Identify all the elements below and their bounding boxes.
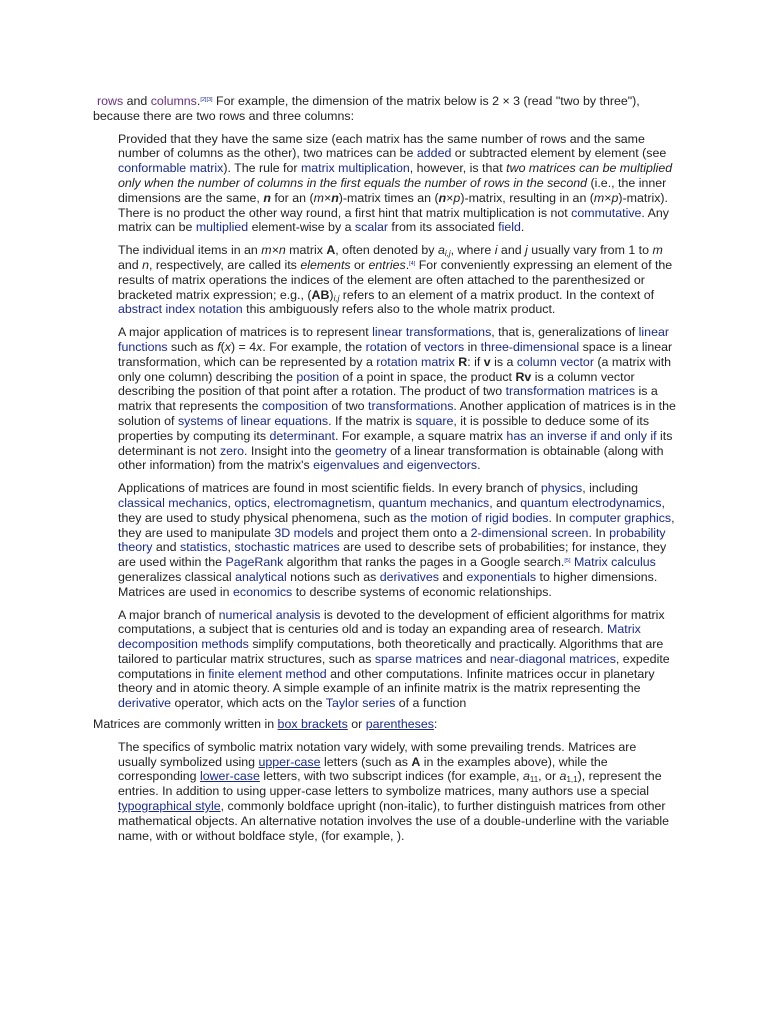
zero-link[interactable]: zero bbox=[219, 443, 245, 458]
electromagnetism-link[interactable]: electromagnetism bbox=[273, 495, 372, 510]
columns-link[interactable]: columns bbox=[150, 94, 197, 108]
finite-element-method-link[interactable]: finite element method bbox=[208, 666, 327, 681]
conformable-matrix-link[interactable]: conformable matrix bbox=[118, 161, 224, 176]
determinant-link[interactable]: determinant bbox=[269, 428, 335, 443]
systems-of-linear-equations-link[interactable]: systems of linear equations bbox=[177, 413, 329, 428]
multiplication-rule-emphasis: two matrices can be multiplied only when the number of columns in the first equals the number of rows in the second bbox=[118, 161, 673, 190]
physics-link[interactable]: physics bbox=[540, 481, 583, 496]
transformations-link[interactable]: transformations bbox=[368, 399, 454, 414]
paragraph-numerical-analysis: A major branch of numerical analysis is devoted to the development of efficient algorithms for matrix computations, a subject that is centuries old and is today an expanding area of research. Matrix decomposition methods simplify computations, both theoretically and practically. Algorithms that are tailored to particular matrix structures, such as sparse matrices and near-diagonal matrices, expedite computations in finite element method and other computations. Infinite matrices occur in planetary theory and in atomic theory. A simple example of an infinite matrix is the matrix representing the derivative operator, which acts on the Taylor series of a function bbox=[118, 607, 670, 711]
motion-rigid-bodies-link[interactable]: the motion of rigid bodies bbox=[410, 510, 549, 525]
numerical-analysis-link[interactable]: numerical analysis bbox=[218, 607, 321, 622]
exponentials-link[interactable]: exponentials bbox=[466, 569, 537, 584]
transformation-matrices-link[interactable]: transformation matrices bbox=[505, 384, 636, 399]
lower-case-link[interactable]: lower-case bbox=[199, 769, 260, 784]
paragraph-matrix-addition-multiplication: Provided that they have the same size (each matrix has the same number of rows and the same number of columns as the other), two matrices can be added or subtracted element by element (see conformable matrix). The rule for matrix multiplication, however, is that two matrices can be multiplied only when the number of columns in the first equals the number of rows in the second (i.e., the inner dimensions are the same, n for an (m×n)-matrix times an (n×p)-matrix, resulting in an (m×p)-matrix). There is no product the other way round, a first hint that matrix multiplication is not commutative. Any matrix can be multiplied element-wise by a scalar from its associated field. bbox=[118, 131, 673, 235]
linear-functions-link[interactable]: linear functions bbox=[118, 325, 669, 354]
upper-case-link[interactable]: upper-case bbox=[258, 754, 321, 769]
sparse-matrices-link[interactable]: sparse matrices bbox=[374, 651, 463, 666]
probability-theory-link[interactable]: probability theory bbox=[118, 525, 666, 555]
multiplied-link[interactable]: multiplied bbox=[195, 220, 249, 235]
box-brackets-link[interactable]: box brackets bbox=[277, 717, 348, 732]
scalar-link[interactable]: scalar bbox=[354, 220, 388, 235]
added-link[interactable]: added bbox=[416, 146, 452, 161]
rotation-matrix-link[interactable]: rotation matrix bbox=[376, 354, 455, 369]
matrix-decomposition-link[interactable]: Matrix decomposition methods bbox=[118, 622, 641, 652]
eigenvalues-eigenvectors-link[interactable]: eigenvalues and eigenvectors bbox=[313, 458, 478, 473]
taylor-series-link[interactable]: Taylor series bbox=[325, 696, 396, 711]
parentheses-link[interactable]: parentheses bbox=[365, 717, 434, 732]
statistics-link[interactable]: statistics bbox=[180, 540, 228, 555]
position-link[interactable]: position bbox=[296, 369, 340, 384]
paragraph-symbolic-notation: The specifics of symbolic matrix notation vary widely, with some prevailing trends. Matrices are usually symbolized using upper-case letters (such as A in the examples above), while the corresponding lower-case letters, with two subscript indices (for example, $a_{11}$, or $a_{1,1}$), represent the entries. In addition to using upper-case letters to symbolize matrices, many authors use a special typographical style, commonly boldface upright (non-italic), to further distinguish matrices from other mathematical objects. An alternative notation involves the use of a double-underline with the variable name, with or without boldface style, (for example, ). bbox=[118, 739, 670, 843]
composition-link[interactable]: composition bbox=[261, 399, 329, 414]
abstract-index-notation-link[interactable]: abstract index notation bbox=[118, 302, 243, 317]
article-body bbox=[93, 94, 678, 843]
column-vector-link[interactable]: column vector bbox=[516, 354, 594, 369]
matrix-calculus-link[interactable]: Matrix calculus bbox=[573, 555, 656, 570]
2d-screen-link[interactable]: 2-dimensional screen bbox=[470, 525, 589, 540]
square-link[interactable]: square bbox=[415, 413, 454, 428]
pagerank-link[interactable]: PageRank bbox=[225, 555, 284, 570]
three-dimensional-link[interactable]: three-dimensional bbox=[480, 339, 580, 354]
vectors-link[interactable]: vectors bbox=[424, 339, 465, 354]
typographical-style-link[interactable]: typographical style bbox=[118, 799, 221, 814]
optics-link[interactable]: optics bbox=[234, 495, 267, 510]
paragraph-linear-transformations: A major application of matrices is to represent linear transformations, that is, generalizations of linear functions such as f(x) = 4x. For example, the rotation of vectors in three-dimensional space is a linear transformation, which can be represented by a rotation matrix R: if v is a column vector (a matrix with only one column) describing the position of a point in space, the product Rv is a column vector describing the position of that point after a rotation. The product of two transformation matrices is a matrix that represents the composition of two transformations. Another application of matrices is in the solution of systems of linear equations. If the matrix is square, it is possible to deduce some of its properties by computing its determinant. For example, a square matrix has an inverse if and only if its determinant is not zero. Insight into the geometry of a linear transformation is obtainable (along with other information) from the matrix's eigenvalues and eigenvectors. bbox=[118, 325, 676, 473]
rows-link[interactable]: rows bbox=[97, 94, 124, 108]
analytical-link[interactable]: analytical bbox=[235, 569, 287, 584]
citation-2-3[interactable]: [2][3] bbox=[200, 97, 213, 103]
economics-link[interactable]: economics bbox=[233, 584, 293, 599]
has-an-inverse-link[interactable]: has an inverse bbox=[506, 428, 588, 443]
citation-4[interactable]: [4] bbox=[409, 260, 416, 267]
computer-graphics-link[interactable]: computer graphics bbox=[569, 510, 672, 525]
rotation-link[interactable]: rotation bbox=[365, 339, 407, 354]
linear-transformations-link[interactable]: linear transformations bbox=[372, 325, 492, 340]
near-diagonal-matrices-link[interactable]: near-diagonal matrices bbox=[489, 651, 616, 666]
citation-5[interactable]: [5] bbox=[564, 558, 571, 565]
paragraph-applications: Applications of matrices are found in most scientific fields. In every branch of physics, including classical mechanics, optics, electromagnetism, quantum mechanics, and quantum electrodynamics, they are used to study physical phenomena, such as the motion of rigid bodies. In computer graphics, they are used to manipulate 3D models and project them onto a 2-dimensional screen. In probability theory and statistics, stochastic matrices are used to describe sets of probabilities; for instance, they are used within the PageRank algorithm that ranks the pages in a Google search.[5] Matrix calculus generalizes classical analytical notions such as derivatives and exponentials to higher dimensions. Matrices are used in economics to describe systems of economic relationships. bbox=[118, 481, 675, 599]
quantum-mechanics-link[interactable]: quantum mechanics bbox=[378, 495, 490, 510]
geometry-link[interactable]: geometry bbox=[334, 443, 387, 458]
quantum-electrodynamics-link[interactable]: quantum electrodynamics bbox=[520, 495, 662, 510]
commutative-link[interactable]: commutative bbox=[571, 205, 642, 220]
derivative-link[interactable]: derivative bbox=[118, 696, 172, 711]
matrix-multiplication-link[interactable]: matrix multiplication bbox=[300, 161, 410, 176]
if-and-only-if-link[interactable]: if and only if bbox=[590, 428, 657, 443]
derivatives-link[interactable]: derivatives bbox=[379, 569, 439, 584]
intro-paragraph: rows and columns.[2][3] For example, the dimension of the matrix below is 2 × 3 (read "two by three"), because there are two rows and three columns: bbox=[93, 94, 640, 123]
paragraph-notation-intro: Matrices are commonly written in box brackets or parentheses: bbox=[93, 717, 438, 732]
stochastic-matrices-link[interactable]: stochastic matrices bbox=[234, 540, 340, 555]
field-link[interactable]: field bbox=[498, 220, 521, 235]
paragraph-matrix-elements: The individual items in an m×n matrix A, often denoted by $a_{i,j}$, where i and j usually vary from 1 to m and n, respectively, are called its elements or entries.[4] For conveniently expressing an element of the results of matrix operations the indices of the element are often attached to the parenthesized or bracketed matrix expression; e.g., $(AB)_{i,j}$ refers to an element of a matrix product. In the context of abstract index notation this ambiguously refers also to the whole matrix product. bbox=[118, 243, 673, 317]
classical-mechanics-link[interactable]: classical mechanics bbox=[118, 495, 228, 510]
3d-models-link[interactable]: 3D models bbox=[274, 525, 334, 540]
